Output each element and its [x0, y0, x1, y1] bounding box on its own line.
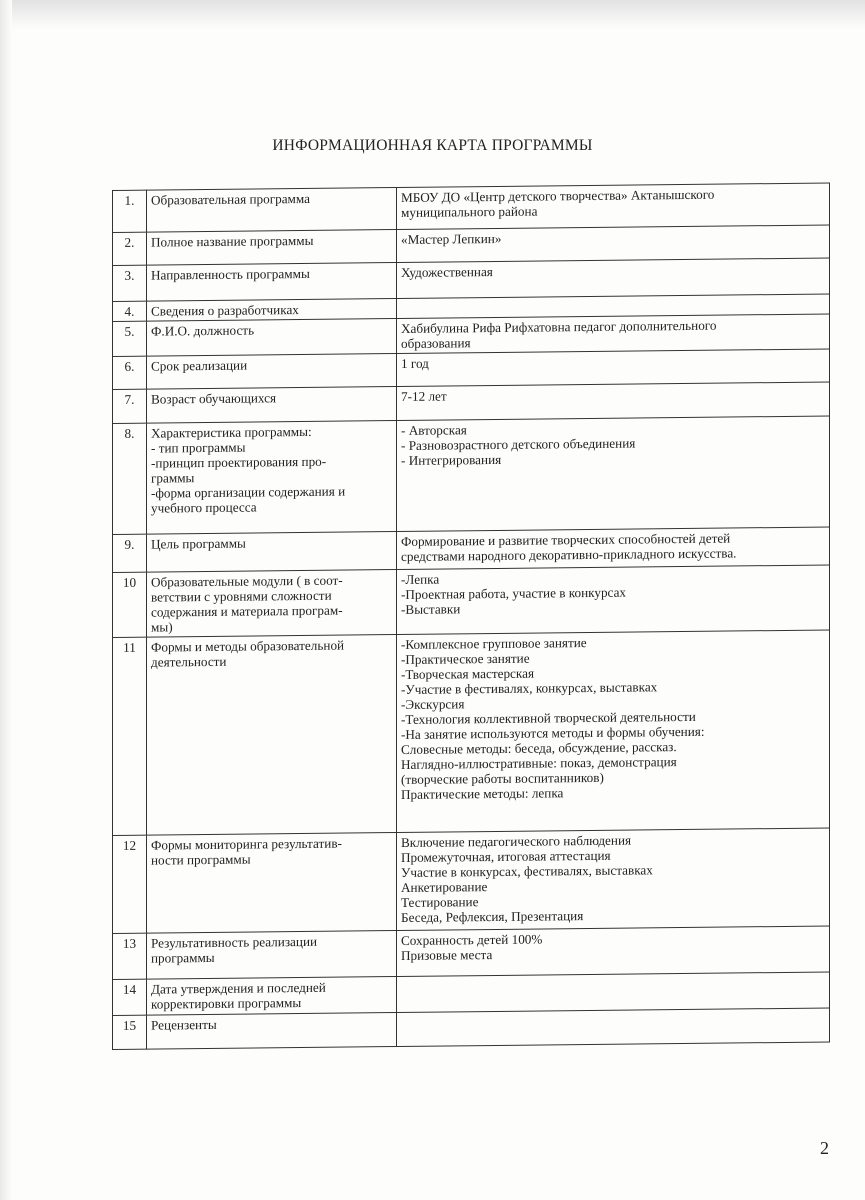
row-value-line: Беседа, Рефлексия, Презентация — [401, 908, 584, 925]
row-value — [397, 926, 830, 977]
row-value-line: Тестирование — [401, 894, 479, 910]
row-value-line: Включение педагогического наблюдения — [401, 832, 632, 850]
row-label — [147, 230, 397, 266]
row-number: 4. — [113, 301, 147, 321]
row-value-line: Наглядно-иллюстративные: показ, демонстрация — [401, 754, 677, 772]
row-value-line: Художественная — [401, 264, 493, 280]
row-value-line: -Комплексное групповое занятие — [401, 635, 587, 652]
table-row — [113, 926, 830, 980]
table-row — [113, 1008, 830, 1050]
row-label — [147, 188, 397, 233]
row-number: 15 — [113, 1015, 147, 1049]
row-value-line: «Мастер Лепкин» — [401, 230, 502, 247]
page-number: 2 — [820, 1138, 829, 1158]
row-number: 11 — [113, 637, 147, 835]
row-label — [147, 977, 397, 1016]
row-value — [397, 527, 830, 570]
row-label-line: - тип программы — [151, 439, 246, 456]
row-value-line: образования — [401, 335, 471, 351]
row-label-line: корректировки программы — [151, 995, 302, 1012]
row-value — [397, 349, 830, 387]
row-value-line: МБОУ ДО «Центр детского творчества» Актанышского — [401, 186, 715, 205]
row-number: 7. — [113, 389, 147, 423]
row-value-line: Практические методы: лепка — [401, 785, 564, 802]
row-label-line: Результативность реализации — [151, 933, 318, 951]
row-value-line: -Проектная работа, участие в конкурсах — [401, 584, 627, 602]
row-label-line: -форма организации содержания и — [151, 483, 346, 501]
row-label-line: Цель программы — [151, 535, 246, 552]
row-label-line: Образовательная программа — [151, 190, 311, 208]
row-label-line: Полное название программы — [151, 232, 314, 250]
table-row — [113, 416, 830, 535]
row-label-line: Дата утверждения и последней — [151, 979, 326, 997]
row-number: 13 — [113, 933, 147, 979]
row-label-line: Направленность программы — [151, 265, 310, 283]
page-left-shadow — [0, 0, 12, 1200]
row-number: 12 — [113, 835, 147, 933]
row-value-line: -Практическое занятие — [401, 650, 530, 667]
row-number: 14 — [113, 979, 147, 1015]
row-number: 1. — [113, 190, 147, 232]
table-row — [113, 565, 830, 638]
row-value-line: -Технология коллективной творческой деятельности — [401, 708, 696, 727]
row-label-line: Формы мониторинга результатив- — [151, 835, 342, 853]
row-number: 2. — [113, 232, 147, 265]
row-value-line: муниципального района — [401, 203, 538, 220]
row-label-line: Образовательные модули ( в соот- — [151, 572, 343, 590]
row-label-line: Срок реализации — [151, 357, 248, 374]
row-label-line: деятельности — [151, 653, 227, 670]
row-number: 9. — [113, 534, 147, 572]
row-number: 3. — [113, 265, 147, 301]
row-label-line: Формы и методы образовательной — [151, 637, 345, 655]
row-label-line: мы) — [151, 619, 173, 635]
row-label-line: программы — [151, 949, 215, 966]
row-value-line: -Выставки — [401, 601, 461, 617]
row-label — [147, 421, 397, 535]
row-label-line: Ф.И.О. должность — [151, 322, 255, 339]
row-value-line: - Разновозрастного детского объединения — [401, 435, 636, 453]
row-value — [397, 630, 830, 833]
row-label-line: Рецензенты — [151, 1016, 217, 1033]
row-label-line: учебного процесса — [151, 499, 257, 516]
row-label-line: Сведения о разработчиках — [151, 302, 299, 319]
row-label-line: ветствии с уровнями сложности — [151, 587, 332, 605]
row-value-line: -Лепка — [401, 571, 440, 587]
table-row — [113, 630, 830, 836]
row-value-line: 1 год — [401, 355, 429, 371]
row-value — [397, 183, 830, 230]
row-value-line: Промежуточная, итоговая аттестация — [401, 847, 611, 865]
row-label — [147, 1013, 397, 1050]
row-label — [147, 931, 397, 980]
row-label — [147, 387, 397, 424]
row-label — [147, 570, 397, 638]
row-label-line: ности программы — [151, 851, 251, 868]
row-label-line: Характеристика программы: — [151, 423, 312, 441]
row-label — [147, 833, 397, 934]
row-value — [397, 828, 830, 931]
info-card-table — [112, 182, 830, 1050]
row-label — [147, 263, 397, 302]
row-value-line: Призовые места — [401, 947, 493, 963]
row-value-line: Словесные методы: беседа, обсуждение, рассказ. — [401, 739, 677, 757]
row-value-line: -Экскурсия — [401, 696, 465, 712]
row-value-line: Хабибулина Рифа Рифхатовна педагог дополнительного — [401, 317, 717, 336]
row-value-line: Участие в конкурсах, фестивалях, выставках — [401, 862, 653, 880]
table-row — [113, 183, 830, 233]
row-label-line: содержания и материала програм- — [151, 602, 343, 620]
row-value — [397, 225, 830, 263]
row-value — [397, 314, 830, 354]
row-label — [147, 532, 397, 573]
row-value-line: Анкетирование — [401, 879, 488, 895]
row-value-line: - Авторская — [401, 422, 467, 438]
row-number: 8. — [113, 423, 147, 534]
row-label-line: Возраст обучающихся — [151, 390, 277, 407]
row-value — [397, 416, 830, 532]
row-value — [397, 258, 830, 299]
row-value — [397, 1008, 830, 1047]
row-value-line: -Участие в фестивалях, конкурсах, выставках — [401, 679, 658, 697]
page-top-shadow — [0, 0, 865, 30]
row-value-line: Сохранность детей 100% — [401, 931, 543, 948]
row-value — [397, 972, 830, 1013]
page-title: ИНФОРМАЦИОННАЯ КАРТА ПРОГРАММЫ — [272, 137, 593, 154]
row-label — [147, 299, 397, 322]
row-value-line: - Интегрирования — [401, 451, 502, 468]
row-value-line: Формирование и развитие творческих способностей детей — [401, 530, 731, 549]
row-label-line: граммы — [151, 470, 195, 486]
row-value-line: (творческие работы воспитанников) — [401, 769, 604, 787]
row-label — [147, 319, 397, 357]
row-label-line: -принцип проектирования про- — [151, 453, 327, 471]
row-label — [147, 635, 397, 836]
row-value-line: -На занятие используются методы и формы обучения: — [401, 723, 705, 742]
row-value — [397, 382, 830, 421]
row-number: 10 — [113, 572, 147, 637]
row-label — [147, 354, 397, 390]
row-value-line: 7-12 лет — [401, 388, 447, 404]
row-number: 5. — [113, 321, 147, 356]
row-value-line: средствами народного декоративно-прикладного искусства. — [401, 545, 737, 564]
row-value — [397, 565, 830, 635]
row-number: 6. — [113, 356, 147, 389]
row-value-line: -Творческая мастерская — [401, 665, 535, 682]
table-row — [113, 828, 830, 934]
